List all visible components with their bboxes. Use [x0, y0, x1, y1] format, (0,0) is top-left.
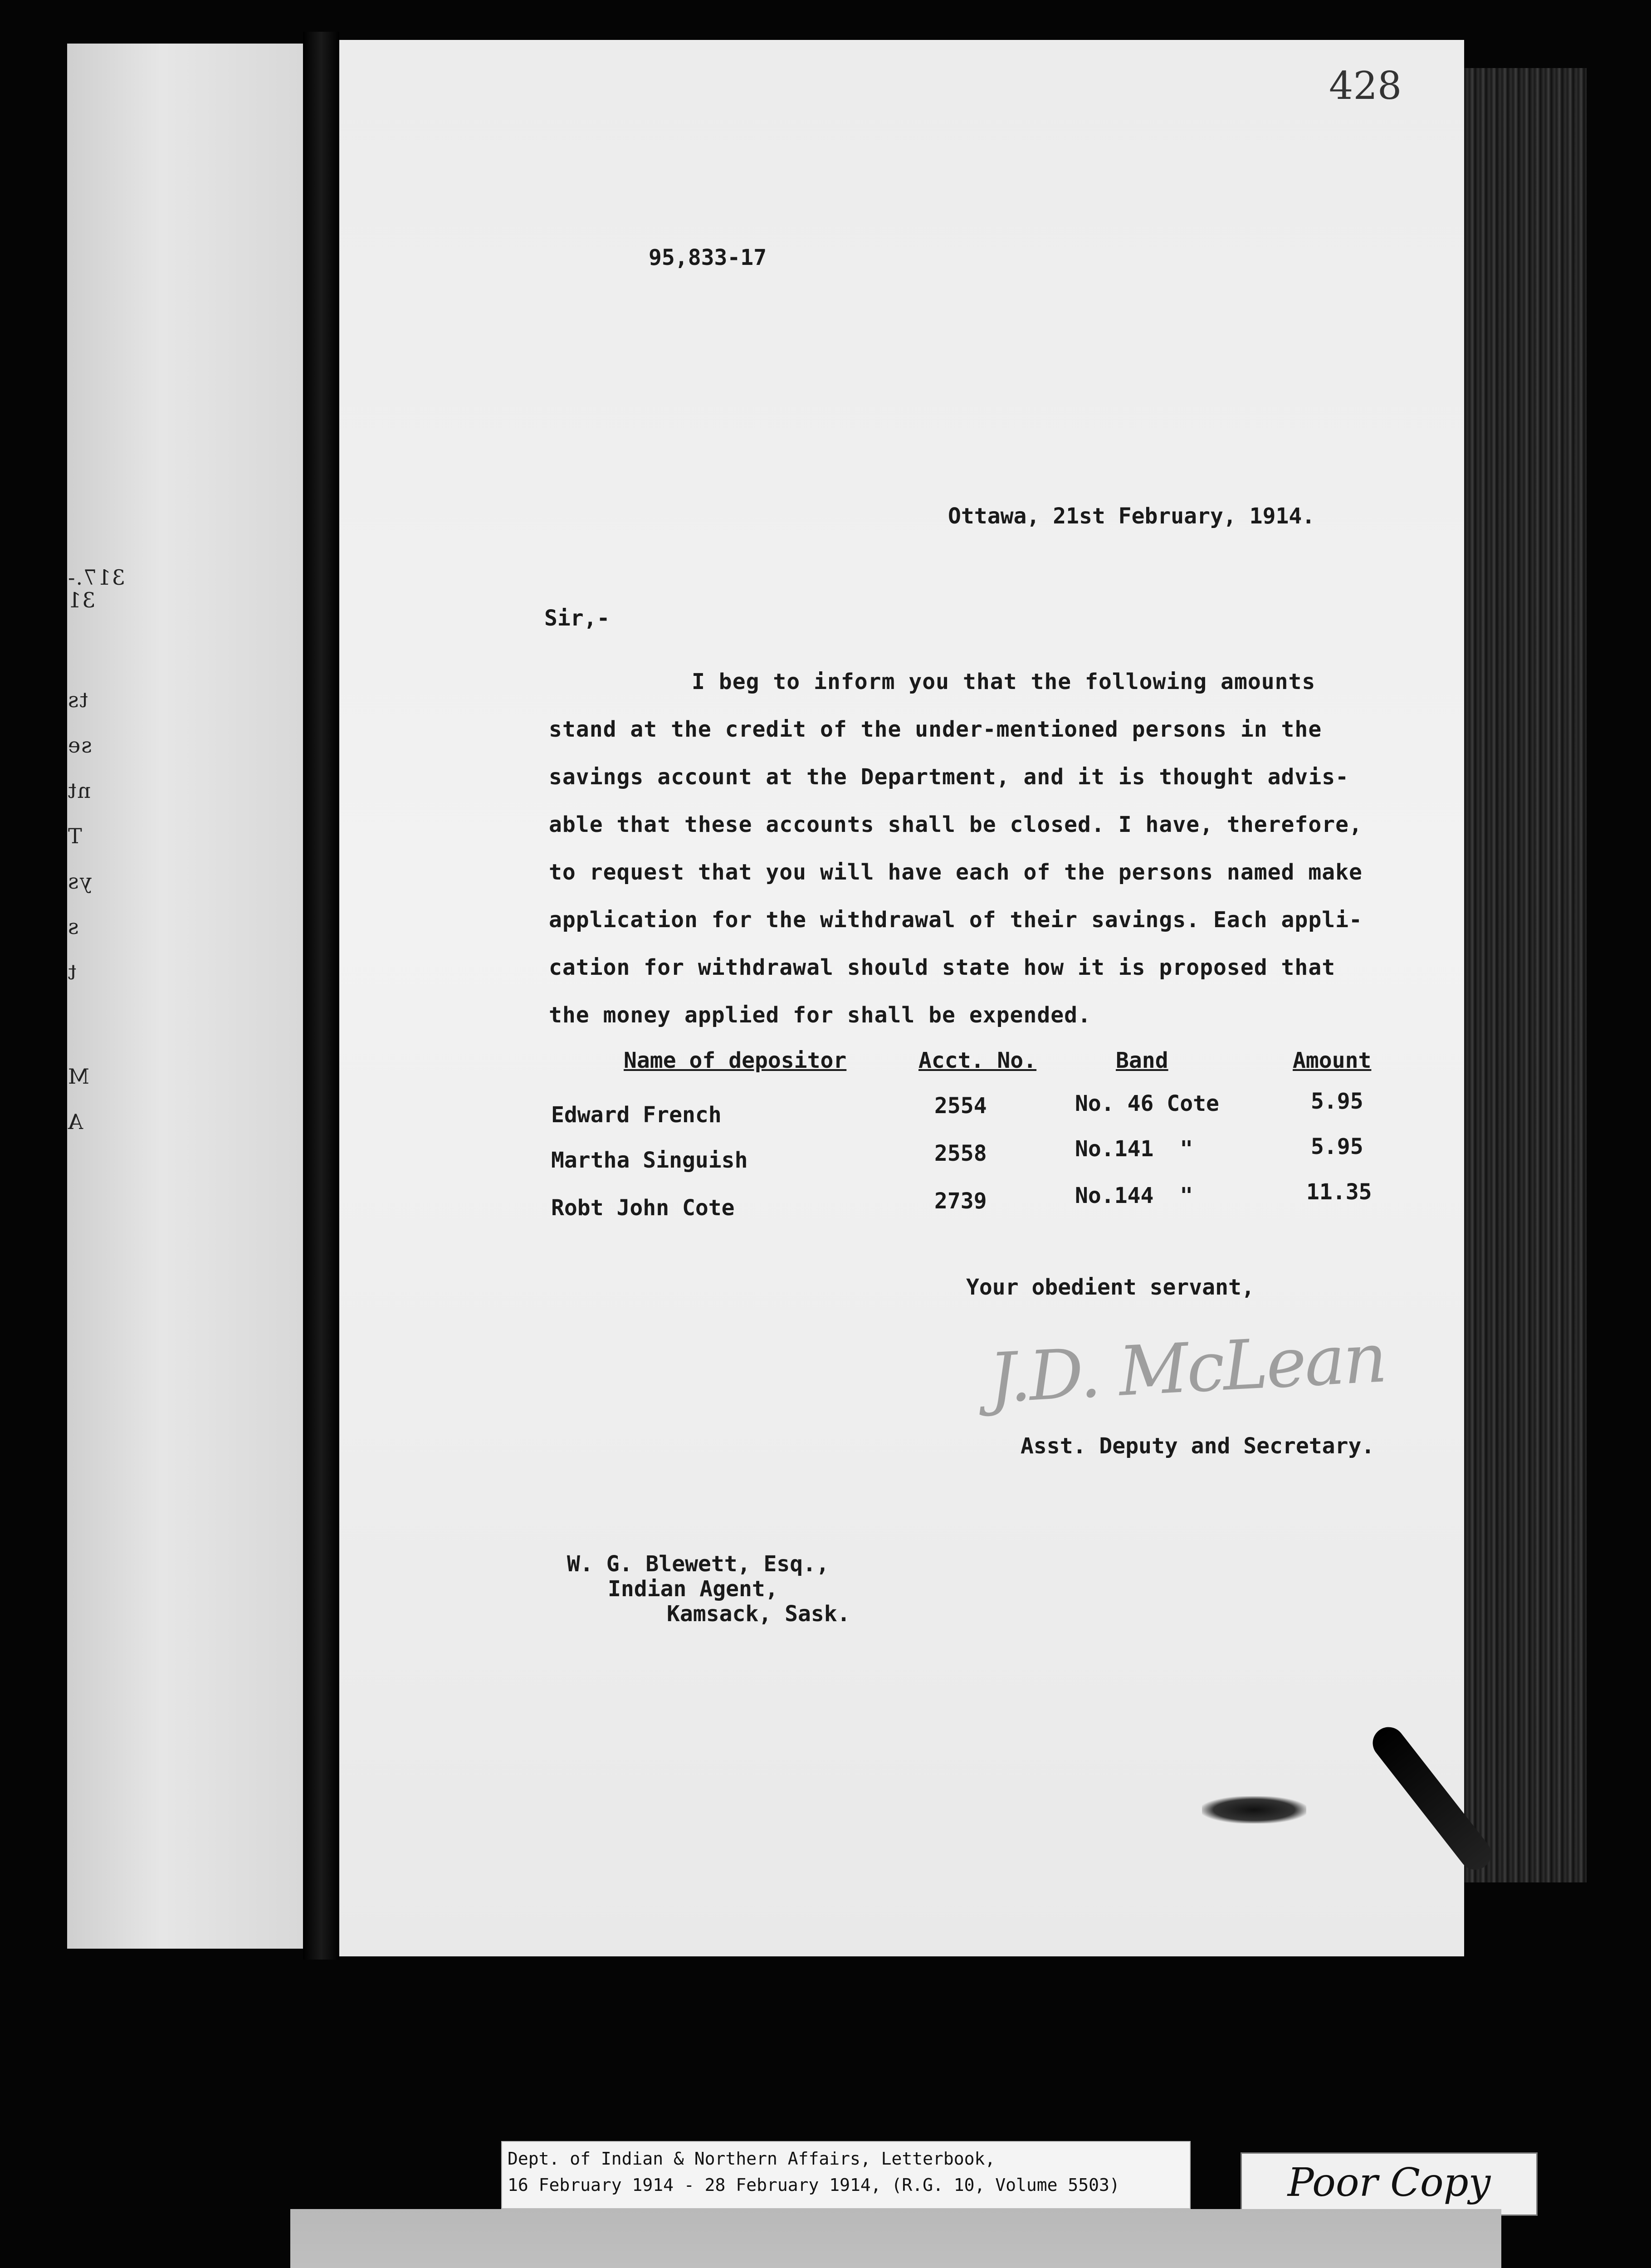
- table-cell: Edward French: [551, 1102, 722, 1128]
- table-cell: 5.95: [1311, 1089, 1363, 1114]
- signatory-title: Asst. Deputy and Secretary.: [1021, 1433, 1375, 1459]
- table-cell: Robt John Cote: [551, 1195, 735, 1221]
- table-cell: 2554: [934, 1093, 987, 1119]
- signature: J.D. McLean: [987, 1319, 1387, 1418]
- address-line: Kamsack, Sask.: [667, 1601, 850, 1627]
- table-cell: No.144 ": [1075, 1183, 1193, 1208]
- left-fragment: nt: [67, 778, 91, 803]
- left-fragment: se: [67, 733, 92, 758]
- left-fragment: T: [67, 824, 82, 848]
- table-cell: 2739: [934, 1188, 987, 1214]
- left-fragment: ys: [67, 869, 92, 894]
- body-line: cation for withdrawal should state how it is proposed that: [549, 955, 1336, 980]
- poor-copy-note: Poor Copy: [1241, 2152, 1538, 2216]
- address-line: Indian Agent,: [608, 1576, 778, 1602]
- book-binding: [303, 32, 339, 1960]
- left-fragment: t: [67, 960, 77, 984]
- body-line: I beg to inform you that the following amounts: [692, 669, 1316, 694]
- table-cell: 5.95: [1311, 1134, 1363, 1159]
- file-number: 95,833-17: [649, 245, 767, 270]
- left-fragment: s: [67, 914, 79, 939]
- archives-stamp: [290, 2209, 1501, 2268]
- letter-page: [339, 40, 1464, 1956]
- left-fragment: M: [67, 1064, 90, 1089]
- table-cell: Martha Singuish: [551, 1148, 748, 1173]
- dateline: Ottawa, 21st February, 1914.: [948, 503, 1315, 529]
- body-line: savings account at the Department, and it is thought advis-: [549, 764, 1349, 790]
- reference-label: [501, 2141, 1191, 2209]
- table-header-name: Name of depositor: [624, 1048, 847, 1073]
- reference-line: Dept. of Indian & Northern Affairs, Letterbook,: [508, 2149, 996, 2169]
- table-cell: 2558: [934, 1141, 987, 1166]
- body-line: the money applied for shall be expended.: [549, 1002, 1091, 1028]
- left-fragment: A: [67, 1110, 83, 1134]
- body-line: stand at the credit of the under-mentioned persons in the: [549, 717, 1322, 742]
- table-header-acct: Acct. No.: [918, 1048, 1037, 1073]
- address-line: W. G. Blewett, Esq.,: [567, 1551, 829, 1577]
- salutation: Sir,-: [544, 606, 610, 631]
- body-line: able that these accounts shall be closed. I have, therefore,: [549, 812, 1363, 837]
- page-edges: [1464, 68, 1587, 1882]
- table-header-amount: Amount: [1293, 1048, 1372, 1073]
- closing: Your obedient servant,: [966, 1275, 1255, 1300]
- table-cell: 11.35: [1306, 1179, 1372, 1205]
- left-fragment: ts: [67, 688, 88, 712]
- body-line: to request that you will have each of the persons named make: [549, 860, 1363, 885]
- page-number: 428: [1329, 64, 1402, 108]
- body-line: application for the withdrawal of their savings. Each appli-: [549, 907, 1363, 933]
- left-fragment: 317.-: [67, 565, 125, 590]
- reference-line: 16 February 1914 - 28 February 1914, (R.G. 10, Volume 5503): [508, 2175, 1120, 2195]
- left-fragment: 31: [67, 588, 96, 612]
- left-page: [67, 44, 303, 1949]
- table-cell: No.141 ": [1075, 1136, 1193, 1162]
- table-cell: No. 46 Cote: [1075, 1091, 1219, 1116]
- ink-smudge: [1202, 1796, 1306, 1823]
- table-header-band: Band: [1116, 1048, 1168, 1073]
